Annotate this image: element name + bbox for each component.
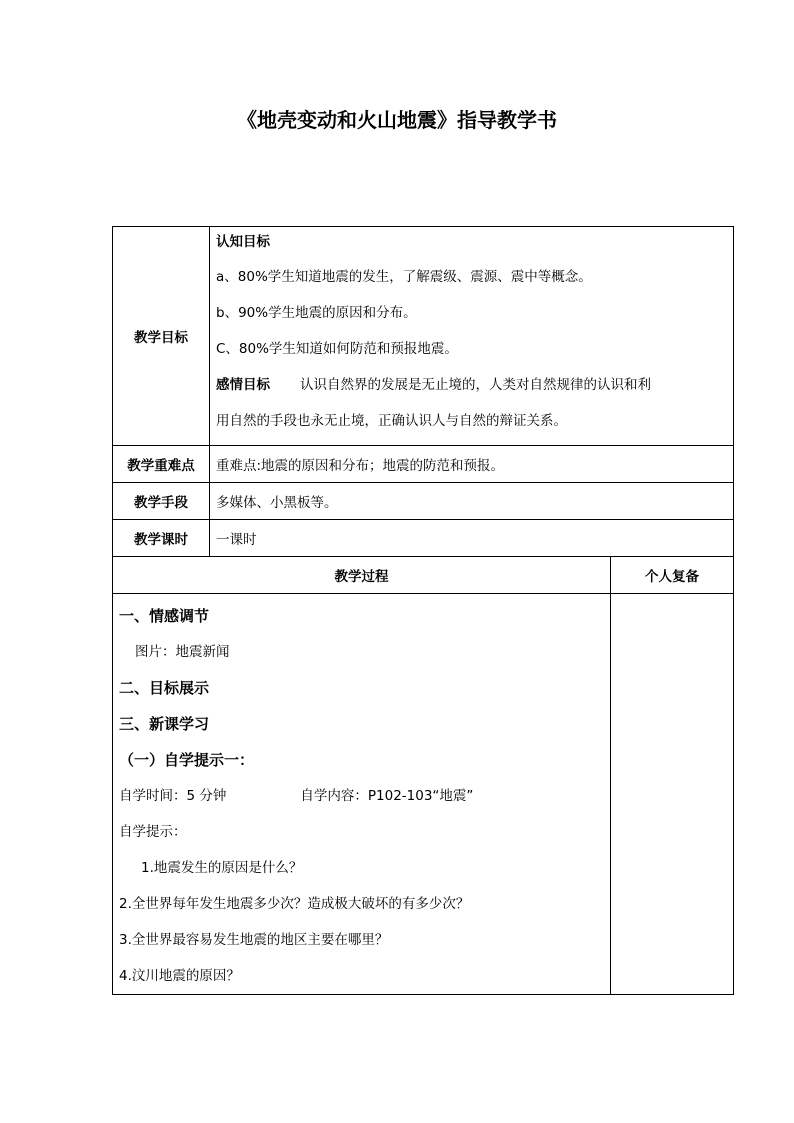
lesson-plan-table xyxy=(112,226,734,995)
section-new-lesson: 三、新课学习 xyxy=(119,715,210,733)
question-2: 2.全世界每年发生地震多少次？造成极大破坏的有多少次？ xyxy=(119,896,470,912)
cognitive-heading: 认知目标 xyxy=(216,234,270,250)
section-goals: 二、目标展示 xyxy=(119,679,210,697)
means-row xyxy=(113,483,734,520)
process-content xyxy=(113,594,611,995)
self-study-info xyxy=(119,778,610,814)
process-header-row xyxy=(113,557,734,594)
personal-header: 个人复备 xyxy=(611,557,734,594)
cognitive-item-a: a、80%学生知道地震的发生，了解震级、震源、震中等概念。 xyxy=(216,269,592,285)
process-header: 教学过程 xyxy=(113,557,611,594)
question-4: 4.汶川地震的原因？ xyxy=(119,968,240,984)
key-points-row xyxy=(113,446,734,483)
process-content-row xyxy=(113,594,734,995)
subsection-self-study: （一）自学提示一： xyxy=(119,751,255,769)
emotion-heading: 感情目标 xyxy=(216,377,270,393)
self-study-time: 自学时间：5 分钟 xyxy=(119,788,227,804)
emotion-line-1 xyxy=(216,367,727,403)
hours-row xyxy=(113,520,734,557)
objectives-label: 教学目标 xyxy=(113,227,210,446)
section-emotion-item: 图片：地震新闻 xyxy=(135,644,230,660)
cognitive-item-c: C、80%学生知道如何防范和预报地震。 xyxy=(216,341,458,357)
self-study-content: 自学内容：P102-103“地震” xyxy=(300,788,474,804)
self-study-hint: 自学提示： xyxy=(119,824,187,840)
emotion-text-2: 用自然的手段也永无止境，正确认识人与自然的辩证关系。 xyxy=(216,413,567,429)
means-label: 教学手段 xyxy=(113,483,210,520)
cognitive-item-b: b、90%学生地震的原因和分布。 xyxy=(216,305,417,321)
personal-notes-cell xyxy=(611,594,734,995)
objectives-row xyxy=(113,227,734,446)
document-title: 《地壳变动和火山地震》指导教学书 xyxy=(237,108,557,132)
section-emotion: 一、情感调节 xyxy=(119,607,210,625)
question-3: 3.全世界最容易发生地震的地区主要在哪里？ xyxy=(119,932,389,948)
means-value: 多媒体、小黑板等。 xyxy=(210,483,734,520)
hours-value: 一课时 xyxy=(210,520,734,557)
key-points-label: 教学重难点 xyxy=(113,446,210,483)
hours-label: 教学课时 xyxy=(113,520,210,557)
question-1: 1.地震发生的原因是什么？ xyxy=(141,860,303,876)
emotion-text-1: 认识自然界的发展是无止境的，人类对自然规律的认识和利 xyxy=(300,377,651,393)
objectives-content xyxy=(210,227,734,446)
key-points-value: 重难点:地震的原因和分布；地震的防范和预报。 xyxy=(210,446,734,483)
